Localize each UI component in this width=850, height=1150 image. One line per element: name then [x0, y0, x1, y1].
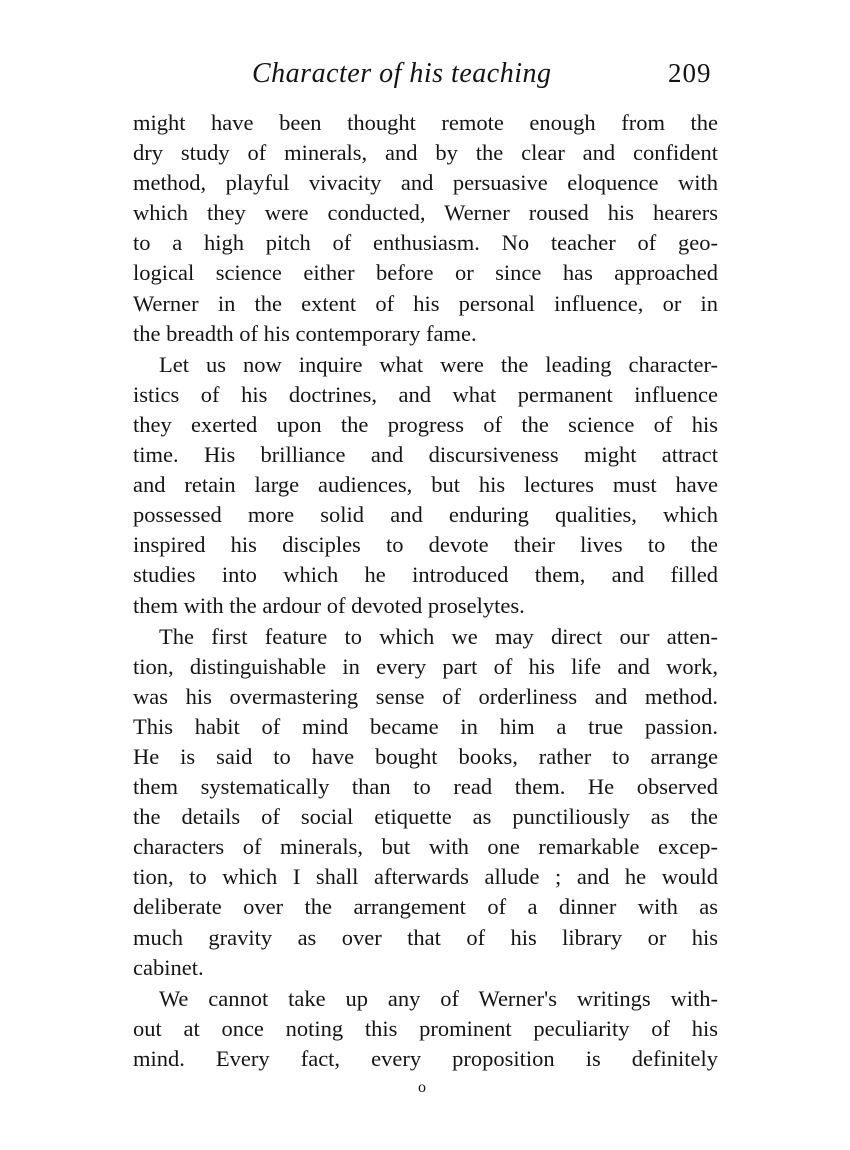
text-line: inspired his disciples to devote their lives to the: [133, 532, 718, 558]
text-line: tion, to which I shall afterwards allude ; and he would: [133, 864, 718, 890]
text-line: possessed more solid and enduring qualities, which: [133, 502, 718, 528]
signature-mark: o: [418, 1080, 426, 1092]
text-line: dry study of minerals, and by the clear and confident: [133, 140, 718, 166]
text-line: was his overmastering sense of orderliness and method.: [133, 683, 718, 709]
text-line: He is said to have bought books, rather to arrange: [133, 743, 718, 769]
paragraph: [133, 108, 718, 349]
running-head: [0, 58, 850, 98]
text-line: and retain large audiences, but his lectures must have: [133, 472, 718, 498]
text-line: much gravity as over that of his library or his: [133, 924, 718, 950]
text-line: We cannot take up any of Werner's writings with-: [159, 985, 718, 1011]
text-line: method, playful vivacity and persuasive eloquence with: [133, 170, 718, 196]
text-line: they exerted upon the progress of the science of his: [133, 411, 718, 437]
text-line: cabinet.: [133, 954, 204, 980]
text-line: the breadth of his contemporary fame.: [133, 320, 477, 346]
text-line: Let us now inquire what were the leading character-: [159, 351, 718, 377]
text-line: out at once noting this prominent peculiarity of his: [133, 1015, 718, 1041]
body-text: [133, 108, 718, 1074]
text-line: studies into which he introduced them, and filled: [133, 562, 718, 588]
running-title: Character of his teaching: [252, 58, 552, 89]
page-number: 209: [668, 58, 712, 88]
paragraph: [133, 984, 718, 1074]
text-line: istics of his doctrines, and what permanent influence: [133, 381, 718, 407]
text-line: This habit of mind became in him a true passion.: [133, 713, 718, 739]
text-line: which they were conducted, Werner roused his hearers: [133, 200, 718, 226]
text-line: logical science either before or since has approached: [133, 260, 718, 286]
text-line: characters of minerals, but with one remarkable excep-: [133, 834, 718, 860]
text-line: might have been thought remote enough from the: [133, 110, 718, 135]
text-line: them systematically than to read them. He observed: [133, 774, 718, 800]
text-line: deliberate over the arrangement of a dinner with as: [133, 894, 718, 920]
text-line: the details of social etiquette as punctiliously as the: [133, 804, 718, 830]
text-line: The first feature to which we may direct our atten-: [159, 623, 718, 649]
text-line: them with the ardour of devoted proselytes.: [133, 592, 525, 618]
text-line: tion, distinguishable in every part of his life and work,: [133, 653, 718, 679]
text-line: time. His brilliance and discursiveness might attract: [133, 442, 718, 468]
text-line: mind. Every fact, every proposition is definitely: [133, 1045, 718, 1071]
paragraph: [133, 622, 718, 983]
text-line: to a high pitch of enthusiasm. No teacher of geo-: [133, 230, 718, 256]
text-line: Werner in the extent of his personal influence, or in: [133, 290, 718, 316]
paragraph: [133, 350, 718, 621]
